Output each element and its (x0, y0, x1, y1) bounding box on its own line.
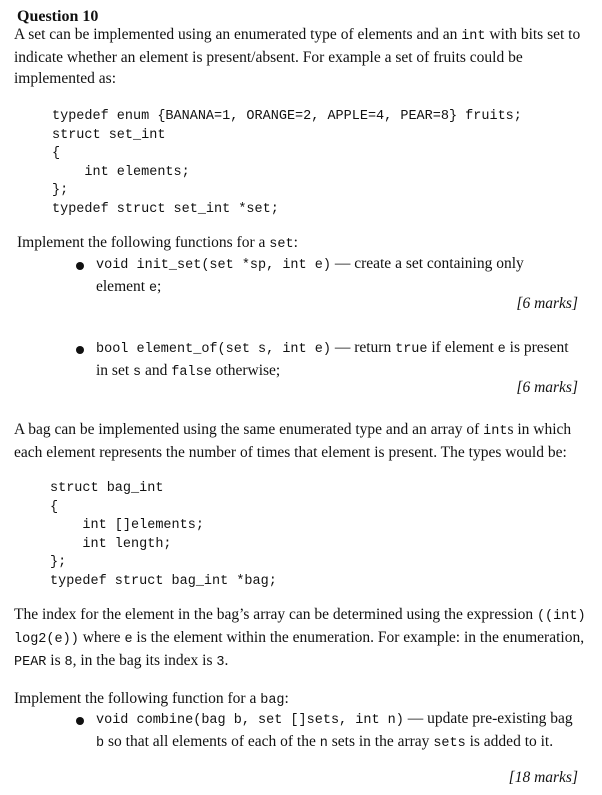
implement-bag-text: Implement the following function for a (14, 690, 261, 707)
code-line: }; (50, 555, 67, 570)
implement-bag-code: bag (260, 693, 285, 708)
bullet-dot (76, 717, 84, 725)
index-code-log2: ((int) log2(e)) (14, 609, 586, 647)
element-of-text-1: — return (330, 339, 396, 356)
combine-item (96, 708, 576, 754)
init-set-text-end: ; (157, 278, 162, 295)
index-code-pear: PEAR (14, 655, 47, 670)
code-line: struct bag_int (50, 481, 164, 496)
bag-intro-paragraph (14, 419, 592, 463)
element-of-text-3: is present in set (96, 339, 569, 379)
marks-label: [6 marks] (516, 379, 578, 396)
bag-intro-text-2: s in which each element represents the number of times that element is present. The types would be: (14, 421, 572, 461)
init-set-text: — create a set containing only element (96, 255, 524, 295)
set-intro-text-1: A set can be implemented using an enumerated type of elements and an (14, 26, 462, 43)
init-set-item (96, 253, 576, 299)
combine-text-3: sets in the array (327, 733, 434, 750)
combine-code-b: b (96, 736, 105, 751)
code-line: typedef struct bag_int *bag; (50, 573, 277, 589)
code-line: { (52, 146, 61, 161)
element-of-text-2: if element (427, 339, 498, 356)
implement-set-code: set (269, 237, 294, 252)
implement-set-heading (17, 232, 595, 255)
element-of-item (96, 337, 576, 383)
index-text-4: is (46, 652, 65, 669)
combine-text-4: is added to it. (465, 733, 554, 750)
element-of-code-s: s (133, 365, 142, 380)
element-of-text-4: and (141, 362, 172, 379)
marks-label: [18 marks] (508, 769, 578, 786)
combine-signature: void combine(bag b, set []sets, int n) (96, 713, 404, 728)
init-set-signature: void init_set(set *sp, int e) (96, 258, 331, 273)
index-text-2: where (78, 629, 125, 646)
bag-intro-text-1: A bag can be implemented using the same enumerated type and an array of (14, 421, 484, 438)
init-set-code-e: e (148, 281, 158, 296)
set-intro-paragraph (14, 24, 592, 89)
element-of-signature: bool element_of(set s, int e) (96, 342, 331, 357)
marks-label: [6 marks] (516, 295, 578, 312)
bag-intro-code-int: int (483, 424, 508, 439)
combine-text-2: so that all elements of each of the (104, 733, 320, 750)
bag-code-block (50, 480, 277, 591)
combine-code-n: n (319, 736, 328, 751)
code-line: struct set_int (52, 127, 166, 143)
implement-set-text: Implement the following functions for a (17, 234, 270, 251)
code-line: int length; (50, 536, 172, 552)
set-intro-text-2: with bits set to indicate whether an element is present/absent. For example a set of fruits could be implemented as: (14, 26, 581, 87)
code-line: int []elements; (50, 518, 204, 533)
combine-text-1: — update pre-existing bag (403, 710, 573, 727)
code-line: int elements; (52, 164, 190, 180)
index-text-3: is the element within the enumeration. For example: in the enumeration, (132, 629, 585, 646)
set-code-block (52, 108, 522, 219)
set-intro-code-int: int (461, 29, 486, 44)
index-text-6: . (224, 652, 229, 669)
index-text-5: , in the bag its index is (72, 652, 217, 669)
element-of-code-true: true (395, 342, 428, 357)
index-code-8: 8 (64, 655, 73, 670)
implement-bag-end: : (284, 690, 289, 707)
code-line: { (50, 499, 59, 515)
index-code-e: e (124, 632, 133, 647)
question-title: Question 10 (17, 8, 99, 25)
element-of-text-5: otherwise; (211, 362, 281, 379)
code-line: typedef enum {BANANA=1, ORANGE=2, APPLE=4, PEAR=8} fruits; (52, 109, 522, 124)
index-paragraph (14, 604, 592, 673)
index-text-1: The index for the element in the bag’s array can be determined using the expression (14, 606, 537, 623)
element-of-code-e: e (497, 342, 506, 357)
index-code-3: 3 (216, 655, 225, 670)
code-line: typedef struct set_int *set; (52, 201, 279, 217)
combine-code-sets: sets (433, 736, 466, 751)
bullet-dot (76, 262, 84, 270)
element-of-code-false: false (171, 365, 212, 380)
implement-set-end: : (293, 234, 298, 251)
bullet-dot (76, 346, 84, 354)
code-line: }; (52, 183, 69, 198)
